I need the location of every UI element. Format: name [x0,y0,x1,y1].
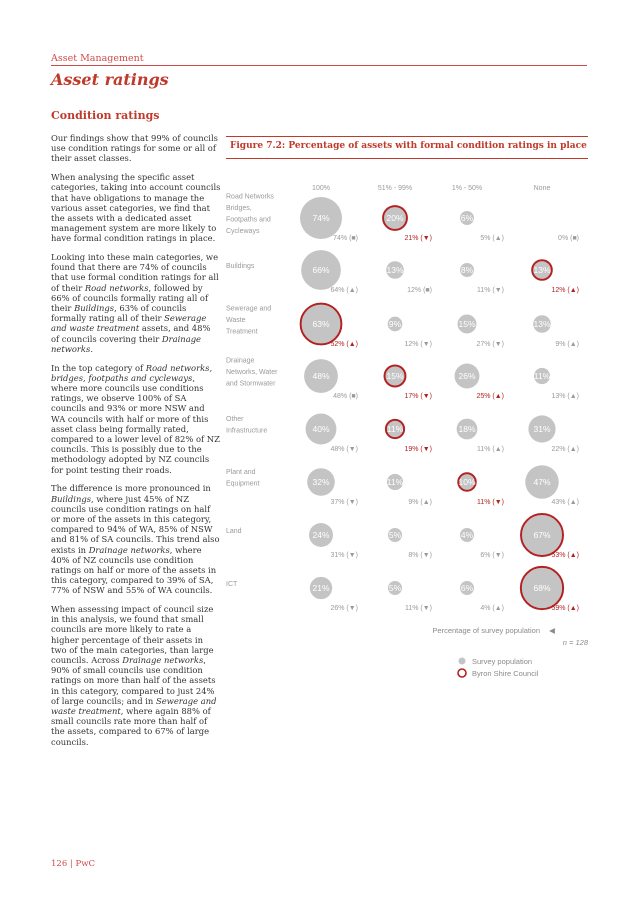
bubble-value-label: 13% [533,265,551,275]
row-label: Footpaths and [226,216,271,224]
bubble-value-label: 10% [458,477,476,487]
row-label: ICT [226,581,238,588]
italic-term: Sewerage and waste treatment [51,695,217,717]
italic-term: Sewerage and waste treatment [51,313,207,334]
sample-size: n = 128 [562,638,588,647]
byron-value-label: 11% (▲) [476,446,504,453]
text-run: In the top category of [51,362,146,373]
note-text: Percentage of survey population [432,626,540,635]
byron-value-label: 9% (▲) [408,499,432,506]
bubble-value-label: 68% [533,583,551,593]
byron-legend-icon [458,669,466,677]
row-label: Networks, Water [226,368,278,376]
text-run: , where more councils use conditions ratings, we observe 100% of SA councils and 93% or more NSW and WA councils with half or more of this asset class being formally rated, compared to a lower level of 82% of NZ councils. This is possibly due to the methodology adopted by NZ councils for point testing their roads. [51,372,220,475]
byron-value-label: 12% (▼) [404,341,432,348]
bubble-value-label: 48% [312,371,330,381]
row-label: Treatment [226,328,258,336]
byron-value-label: 11% (▼) [476,287,504,294]
bubble-value-label: 8% [460,265,474,275]
row-label: Plant and [226,469,256,477]
row-label: and Stormwater [226,380,276,388]
italic-term: Drainage networks [51,333,202,354]
bubble-value-label: 31% [533,424,551,434]
figure-title: Figure 7.2: Percentage of assets with formal condition ratings in place [230,141,587,151]
byron-value-label: 19% (▼) [404,446,432,453]
bubble-value-label: 11% [386,477,404,487]
byron-value-label: 13% (▲) [551,393,579,400]
bubble-value-label: 11% [386,424,404,434]
byron-value-label: 74% (■) [333,235,358,242]
bubble-value-label: 6% [460,213,474,223]
column-header: None [533,185,551,192]
row-label: Cycleways [226,228,260,236]
row-label: Other [226,416,244,424]
column-header: 100% [312,185,330,192]
byron-value-label: 9% (▲) [555,341,579,348]
bubble-value-label: 24% [312,530,330,540]
byron-value-label: 6% (▼) [480,552,504,559]
byron-value-label: 26% (▼) [330,605,358,612]
italic-term: Drainage networks [88,544,170,555]
bubble-value-label: 67% [533,530,551,540]
page-footer: 126 | PwC [51,859,95,869]
legend-byron-label: Byron Shire Council [472,669,539,678]
italic-term: Buildings [51,493,91,504]
bubble-value-label: 5% [388,583,402,593]
bubble-value-label: 13% [386,265,404,275]
bubble-value-label: 74% [312,213,330,223]
bubble-value-label: 4% [460,530,474,540]
bubble-value-label: 13% [533,319,551,329]
row-label: Road Networks [226,193,274,201]
text-run: The difference is more pronounced in [51,483,211,494]
byron-value-label: 12% (▲) [551,287,579,294]
note-arrow-icon: ◀ [549,626,555,635]
text-run: , where 40% of NZ councils use condition ratings on half or more of the assets in this category, compared to 39% of SA, 77% of NSW and 55% of WA councils. [51,544,217,596]
byron-value-label: 5% (▲) [480,235,504,242]
text-run: , followed by 66% of councils formally rating all of their [51,282,209,314]
byron-value-label: 53% (▲) [551,552,579,559]
row-label: Equipment [226,480,260,488]
byron-value-label: 21% (▼) [404,235,432,242]
text-run: , where just 45% of NZ councils use condition ratings on half or more of the assets in this category, compared to 94% of WA, 85% of NSW and 81% of SA councils. This trend also exists in [51,493,220,555]
text-run: , 90% of small councils use condition ratings on more than half of the assets in this category, compared to just 24% of large councils; and in [51,655,216,706]
row-label: Buildings [226,263,255,270]
bubble-value-label: 26% [458,371,476,381]
byron-value-label: 4% (▲) [480,605,504,612]
italic-term: Drainage networks [122,655,204,666]
bubble-value-label: 9% [388,319,402,329]
bubble-value-label: 15% [458,319,476,329]
row-label: Sewerage and [226,305,272,313]
page-title: Asset ratings [51,70,169,89]
row-label: Land [226,528,242,535]
bubble-value-label: 20% [386,213,404,223]
bubble-value-label: 18% [458,424,476,434]
byron-value-label: 0% (■) [558,235,579,242]
byron-value-label: 27% (▼) [476,341,504,348]
byron-value-label: 25% (▲) [476,393,504,400]
bubble-value-label: 63% [312,319,330,329]
text-run: assets, and 48% of councils covering their [51,323,211,344]
bubble-value-label: 21% [312,583,330,593]
byron-value-label: 31% (▼) [330,552,358,559]
bubble-value-label: 5% [388,530,402,540]
text-run: . [90,343,93,354]
survey-legend-icon [459,658,466,665]
text-run: When analysing the specific asset categories, taking into account councils that have obligations to manage the various asset categories, we find that the assets with a dedicated asset management system are more likely to have formal condition ratings in place. [51,172,221,244]
italic-term: Road networks [84,282,149,293]
byron-value-label: 12% (■) [407,287,432,294]
italic-term: Road networks, bridges, footpaths and cycleways [51,362,213,383]
byron-value-label: 64% (▲) [330,287,358,294]
row-label: Bridges, [226,205,252,213]
text-run: When assessing impact of council size in this analysis, we found that small councils are more likely to rate a higher percentage of their assets in two of the main categories, than large councils. Across [51,604,214,666]
row-label: Drainage [226,357,255,365]
row-label: Waste [226,316,246,324]
text-run: , 63% of councils formally rating all of their [51,303,187,324]
bubble-value-label: 32% [312,477,330,487]
text-run: , where again 88% of small councils rate more than half of the assets, compared to 67% of large councils. [51,706,211,747]
byron-value-label: 11% (▼) [476,499,504,506]
column-header: 51% - 99% [377,185,413,192]
text-run: Looking into these main categories, we found that there are 74% of councils that use formal condition ratings for all of their [51,252,219,293]
text-run: Our findings show that 99% of councils use condition ratings for some or all of their asset classes. [51,133,218,164]
byron-value-label: 59% (▲) [551,605,579,612]
byron-value-label: 22% (▲) [551,446,579,453]
byron-value-label: 37% (▼) [330,499,358,506]
bubble-value-label: 47% [533,477,551,487]
byron-value-label: 52% (▲) [330,341,358,348]
bubble-value-label: 40% [312,424,330,434]
bubble-value-label: 15% [386,371,404,381]
section-heading: Condition ratings [51,109,160,122]
byron-value-label: 17% (▼) [404,393,432,400]
row-label: Infrastructure [226,427,268,435]
bubble-value-label: 6% [460,583,474,593]
column-header: 1% - 50% [451,185,483,192]
bubble-value-label: 66% [312,265,330,275]
legend-survey-label: Survey population [472,657,533,666]
byron-value-label: 48% (■) [333,393,358,400]
byron-value-label: 8% (▼) [408,552,432,559]
italic-term: Buildings [74,303,115,314]
byron-value-label: 11% (▼) [404,605,432,612]
section-label: Asset Management [51,53,144,64]
byron-value-label: 43% (▲) [551,499,579,506]
byron-value-label: 48% (▼) [330,446,358,453]
bubble-value-label: 11% [533,371,551,381]
